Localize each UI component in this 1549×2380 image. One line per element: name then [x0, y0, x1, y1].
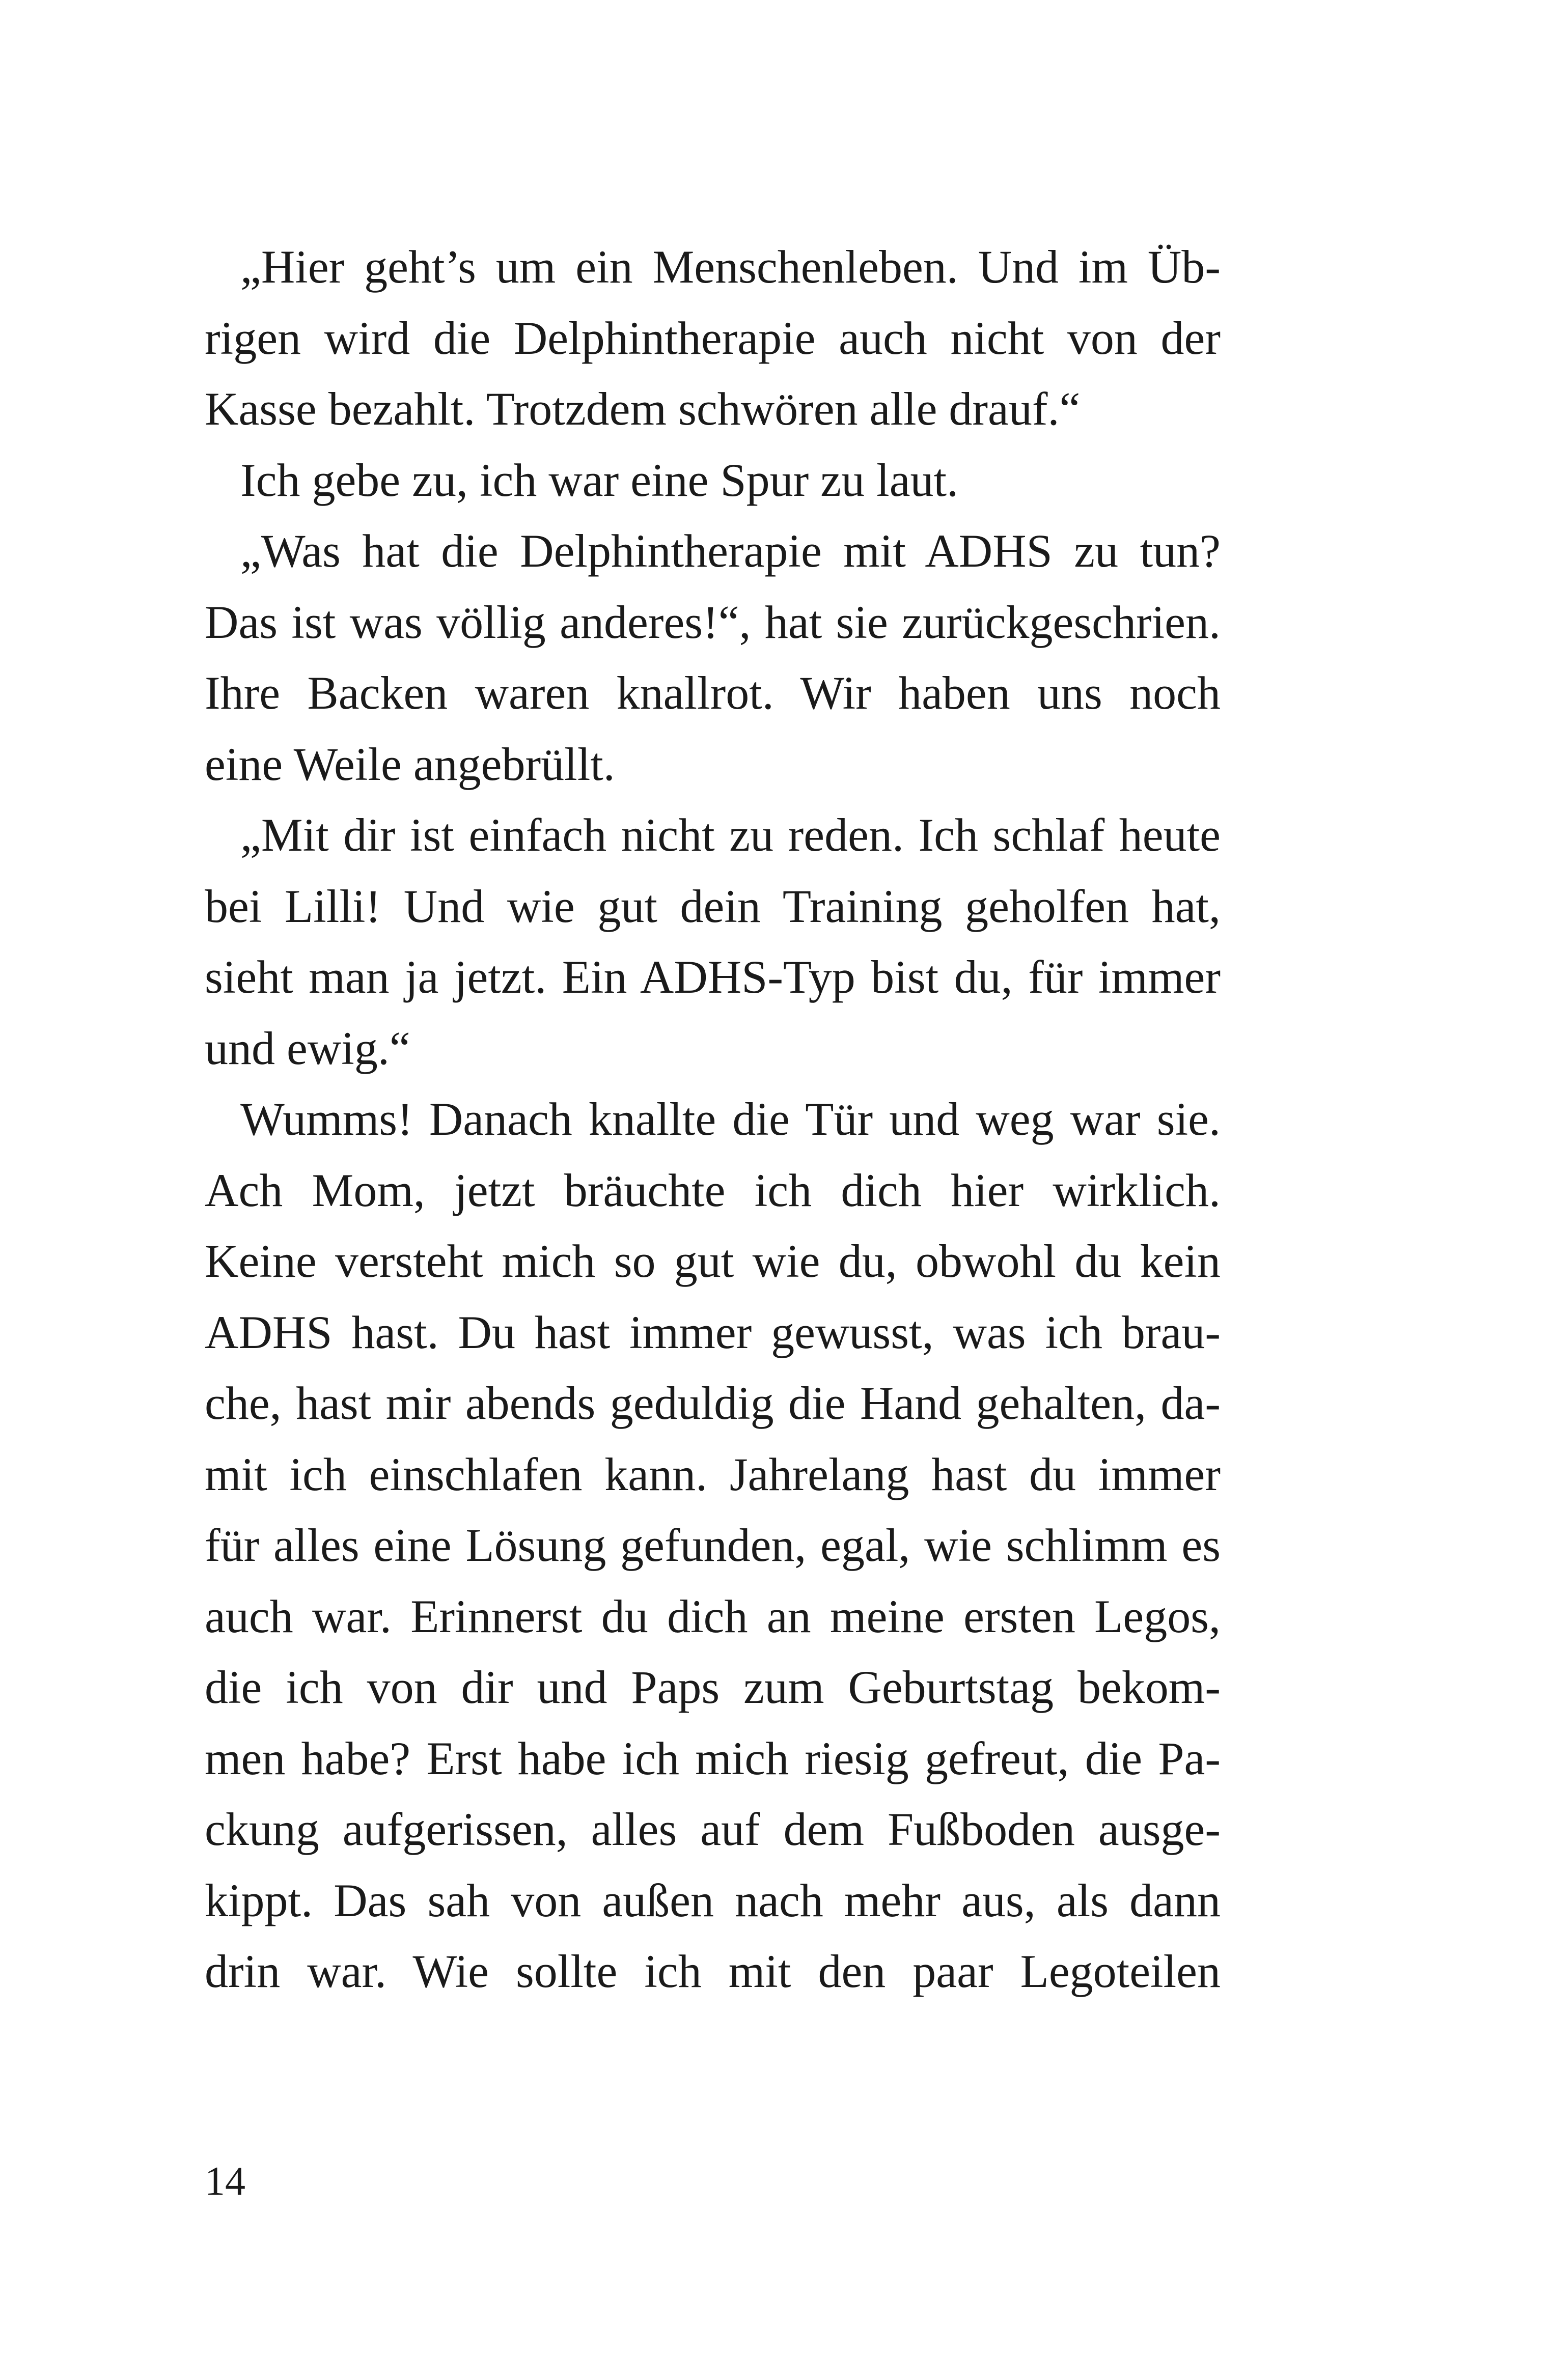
text-line: kippt. Das sah von außen nach mehr aus, als dann: [205, 1874, 1221, 1926]
text-line: drin war. Wie sollte ich mit den paar Legoteilen: [205, 1945, 1221, 1997]
text-line: ckung aufgerissen, alles auf dem Fußboden ausge-: [205, 1803, 1221, 1855]
text-line: und ewig.“: [205, 1022, 410, 1074]
page-number: 14: [205, 2159, 245, 2204]
text-line: „Mit dir ist einfach nicht zu reden. Ich schlaf heute: [240, 809, 1221, 861]
text-line: für alles eine Lösung gefunden, egal, wie schlimm es: [205, 1519, 1221, 1571]
text-line: rigen wird die Delphintherapie auch nicht von der: [205, 312, 1221, 364]
text-line: „Was hat die Delphintherapie mit ADHS zu tun?: [240, 525, 1221, 577]
text-line: Wumms! Danach knallte die Tür und weg war sie.: [240, 1093, 1221, 1145]
text-line: che, hast mir abends geduldig die Hand gehalten, da-: [205, 1377, 1221, 1429]
body-text: [205, 232, 1221, 2007]
text-line: bei Lilli! Und wie gut dein Training geholfen hat,: [205, 880, 1221, 932]
text-line: Ihre Backen waren knallrot. Wir haben uns noch: [205, 667, 1221, 719]
text-line: die ich von dir und Paps zum Geburtstag bekom-: [205, 1661, 1221, 1713]
text-line: ADHS hast. Du hast immer gewusst, was ich brau-: [205, 1306, 1221, 1358]
text-line: auch war. Erinnerst du dich an meine ersten Legos,: [205, 1590, 1221, 1642]
text-line: Ach Mom, jetzt bräuchte ich dich hier wirklich.: [205, 1164, 1221, 1216]
text-line: „Hier geht’s um ein Menschenleben. Und im Üb-: [240, 241, 1221, 293]
text-line: Keine versteht mich so gut wie du, obwohl du kein: [205, 1235, 1221, 1287]
text-line: sieht man ja jetzt. Ein ADHS-Typ bist du, für immer: [205, 951, 1221, 1003]
text-line: Das ist was völlig anderes!“, hat sie zurückgeschrien.: [205, 596, 1221, 648]
text-line: Kasse bezahlt. Trotzdem schwören alle drauf.“: [205, 383, 1081, 435]
text-line: eine Weile angebrüllt.: [205, 738, 615, 790]
text-line: men habe? Erst habe ich mich riesig gefreut, die Pa-: [205, 1732, 1221, 1784]
text-line: Ich gebe zu, ich war eine Spur zu laut.: [240, 454, 959, 506]
text-line: mit ich einschlafen kann. Jahrelang hast du immer: [205, 1448, 1221, 1500]
